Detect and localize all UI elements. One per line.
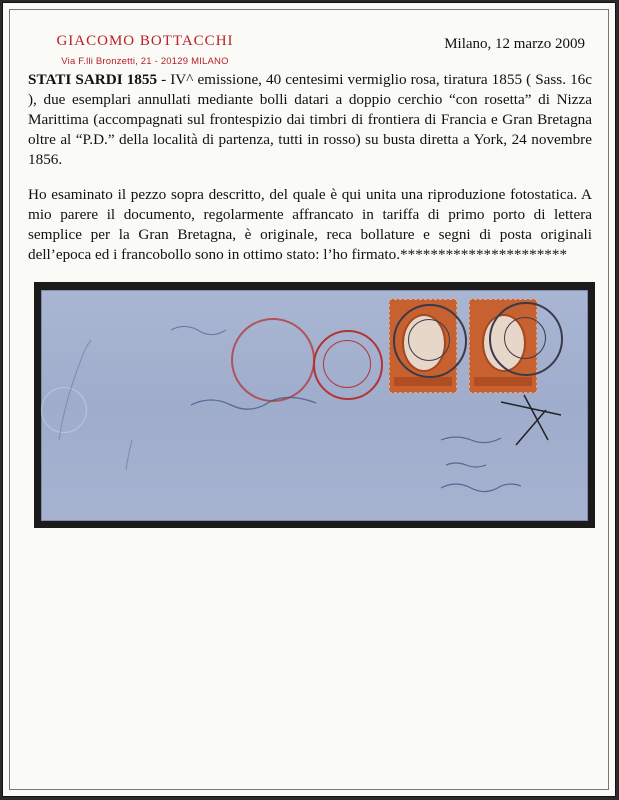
letterhead-address: Via F.lli Bronzetti, 21 - 20129 MILANO (61, 56, 229, 67)
opinion-paragraph (28, 185, 592, 265)
opinion-text: Ho esaminato il pezzo sopra descritto, del quale è qui unita una riproduzione fotostatica. A mio parere il documento, regolarmente affrancato in tariffa di primo porto di lettera semplice per la Gran Bretagna, è originale, reca bollature e segni di posta originali dell’epoca ed i francobollo sono in ottimo stato: l’ho firmato. (28, 186, 592, 263)
description-paragraph (28, 70, 592, 170)
signature-stars: ********************** (400, 246, 568, 263)
description-text: - IV^ emissione, 40 centesimi vermiglio rosa, tiratura 1855 ( Sass. 16c ), due esemplari annullati mediante bolli datari a doppio cerchio “con rosetta” di Nizza Marittima (accompagnati sul frontespizio dai timbri di frontiera di Francia e Gran Bretagna oltre al “P.D.” della località di partenza, tutti in rosso) su busta diretta a York, 24 novembre 1856. (28, 71, 592, 168)
description-lead: STATI SARDI 1855 (28, 71, 158, 88)
handwritten-address-icon (41, 290, 588, 521)
envelope-photo (41, 290, 588, 521)
letterhead (25, 33, 265, 67)
date-line: Milano, 12 marzo 2009 (444, 36, 585, 52)
letterhead-name: GIACOMO BOTTACCHI (56, 33, 234, 49)
